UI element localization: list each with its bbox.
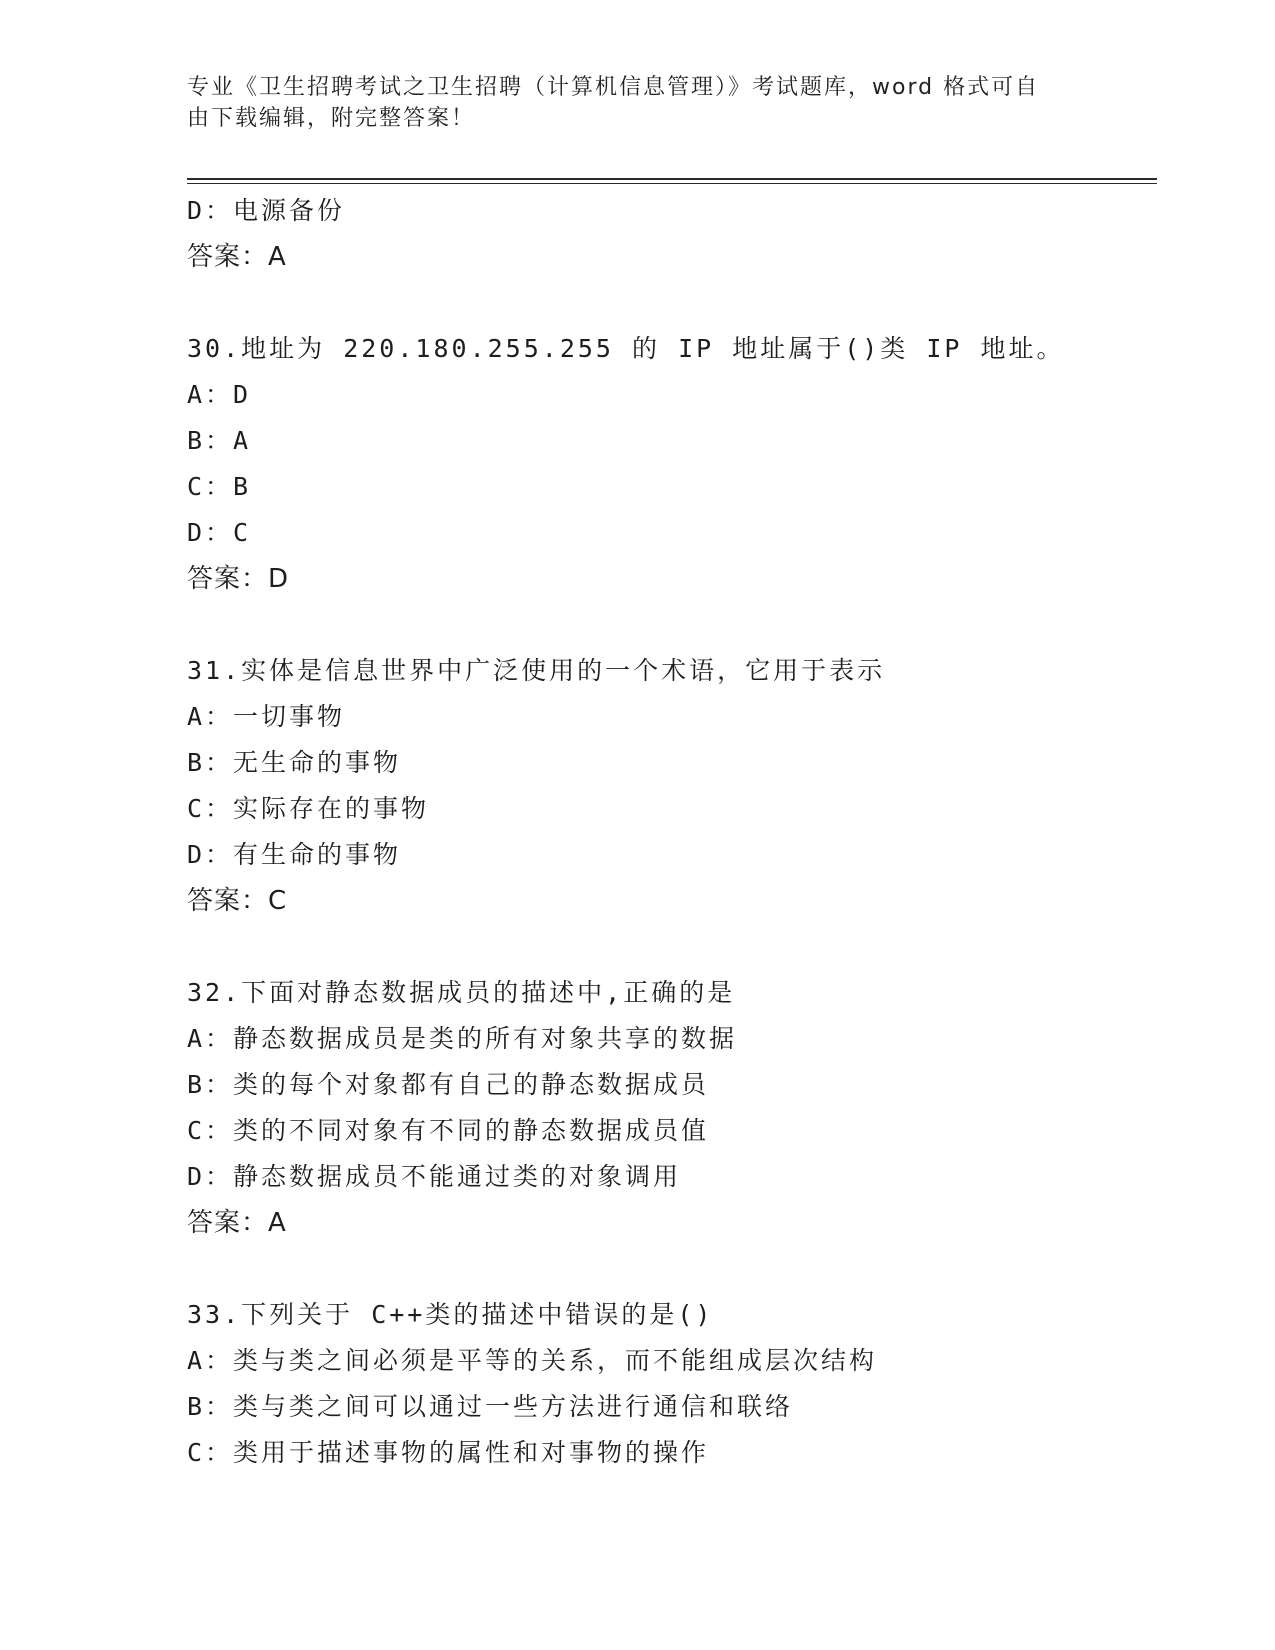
- spacer: [187, 924, 1167, 970]
- question-31-option-c: C：实际存在的事物: [187, 794, 430, 823]
- question-33-stem: 33.下列关于 C++类的描述中错误的是(): [187, 1300, 714, 1329]
- question-33-option-c: C：类用于描述事物的属性和对事物的操作: [187, 1438, 710, 1467]
- question-32-option-b: B：类的每个对象都有自己的静态数据成员: [187, 1070, 710, 1099]
- spacer: [187, 602, 1167, 648]
- document-header: [187, 72, 1067, 134]
- question-30-option-c: C：B: [187, 472, 252, 501]
- question-30-stem: 30.地址为 220.180.255.255 的 IP 地址属于()类 IP 地址。: [187, 334, 1065, 363]
- header-intro-line-1: 专业《卫生招聘考试之卫生招聘（计算机信息管理）》考试题库，word 格式可自: [187, 75, 1040, 100]
- option-d-previous: D：电源备份: [187, 196, 346, 225]
- question-33-option-b: B：类与类之间可以通过一些方法进行通信和联络: [187, 1392, 794, 1421]
- question-32-option-a: A：静态数据成员是类的所有对象共享的数据: [187, 1024, 738, 1053]
- spacer: [187, 1246, 1167, 1292]
- answer-previous: 答案：A: [187, 242, 287, 272]
- question-31-option-a: A：一切事物: [187, 702, 346, 731]
- question-33-option-a: A：类与类之间必须是平等的关系，而不能组成层次结构: [187, 1346, 878, 1375]
- question-30-option-a: A：D: [187, 380, 252, 409]
- question-30-answer: 答案：D: [187, 564, 290, 594]
- header-intro-line-2: 由下载编辑，附完整答案！: [187, 106, 476, 131]
- question-32-option-d: D：静态数据成员不能通过类的对象调用: [187, 1162, 682, 1191]
- question-30-option-b: B：A: [187, 426, 252, 455]
- question-32-stem: 32.下面对静态数据成员的描述中,正确的是: [187, 978, 736, 1007]
- spacer: [187, 280, 1167, 326]
- question-30-option-d: D：C: [187, 518, 252, 547]
- question-31-answer: 答案：C: [187, 886, 288, 916]
- question-list: [187, 188, 1167, 1476]
- question-31-stem: 31.实体是信息世界中广泛使用的一个术语，它用于表示: [187, 656, 886, 685]
- question-32-option-c: C：类的不同对象有不同的静态数据成员值: [187, 1116, 710, 1145]
- header-divider: [187, 178, 1157, 184]
- question-31-option-b: B：无生命的事物: [187, 748, 402, 777]
- question-31-option-d: D：有生命的事物: [187, 840, 402, 869]
- question-32-answer: 答案：A: [187, 1208, 287, 1238]
